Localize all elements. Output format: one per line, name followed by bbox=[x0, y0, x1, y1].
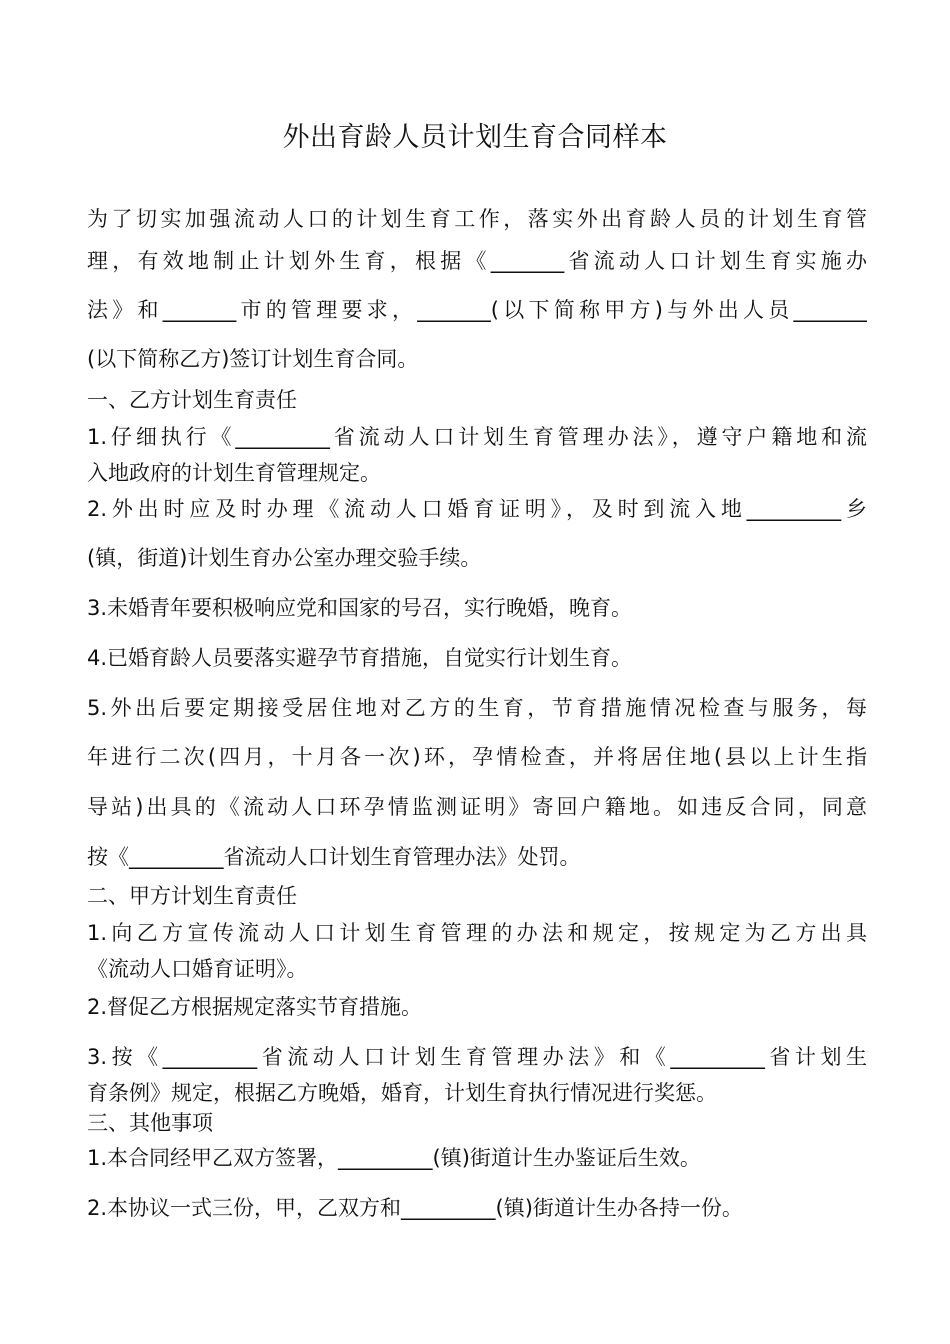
section-heading: 三、其他事项 bbox=[87, 1111, 213, 1135]
text-line: 1.本合同经甲乙双方签署，_________(镇)街道计生办鉴证后生效。 bbox=[87, 1146, 701, 1170]
section-heading: 二、甲方计划生育责任 bbox=[87, 884, 297, 908]
text-line: 5.外出后要定期接受居住地对乙方的生育，节育措施情况检查与服务，每 bbox=[87, 696, 867, 720]
text-line: (镇，街道)计划生育办公室办理交验手续。 bbox=[87, 546, 482, 570]
text-line: 理，有效地制止计划外生育，根据《_______省流动人口计划生育实施办 bbox=[87, 249, 867, 273]
text-line: 1.仔细执行《_________省流动人口计划生育管理办法》，遵守户籍地和流 bbox=[87, 425, 867, 449]
text-line: 3.按《_________省流动人口计划生育管理办法》和《_________省计划生 bbox=[87, 1045, 867, 1069]
text-line: 为了切实加强流动人口的计划生育工作，落实外出育龄人员的计划生育管 bbox=[87, 207, 867, 231]
text-line: 2.外出时应及时办理《流动人口婚育证明》，及时到流入地_________乡 bbox=[87, 497, 867, 521]
text-line: 《流动人口婚育证明》。 bbox=[87, 957, 308, 981]
text-line: 2.本协议一式三份，甲，乙双方和_________(镇)街道计生办各持一份。 bbox=[87, 1196, 743, 1220]
text-line: 法》和_______市的管理要求，_______(以下简称甲方)与外出人员_______ bbox=[87, 298, 867, 322]
text-line: 4.已婚育龄人员要落实避孕节育措施，自觉实行计划生育。 bbox=[87, 646, 633, 670]
text-line: 育条例》规定，根据乙方晚婚，婚育，计划生育执行情况进行奖惩。 bbox=[87, 1081, 717, 1105]
text-line: 入地政府的计划生育管理规定。 bbox=[87, 461, 381, 485]
text-line: 1.向乙方宣传流动人口计划生育管理的办法和规定，按规定为乙方出具 bbox=[87, 921, 867, 945]
document-title: 外出育龄人员计划生育合同样本 bbox=[282, 122, 668, 153]
text-line: 按《_________省流动人口计划生育管理办法》处罚。 bbox=[87, 845, 581, 869]
text-line: 2.督促乙方根据规定落实节育措施。 bbox=[87, 995, 423, 1019]
text-line: 年进行二次(四月，十月各一次)环，孕情检查，并将居住地(县以上计生指 bbox=[87, 745, 867, 769]
text-line: (以下简称乙方)签订计划生育合同。 bbox=[87, 347, 419, 371]
section-heading: 一、乙方计划生育责任 bbox=[87, 388, 297, 412]
text-line: 导站)出具的《流动人口环孕情监测证明》寄回户籍地。如违反合同，同意 bbox=[87, 795, 867, 819]
text-line: 3.未婚青年要积极响应党和国家的号召，实行晚婚，晚育。 bbox=[87, 596, 633, 620]
